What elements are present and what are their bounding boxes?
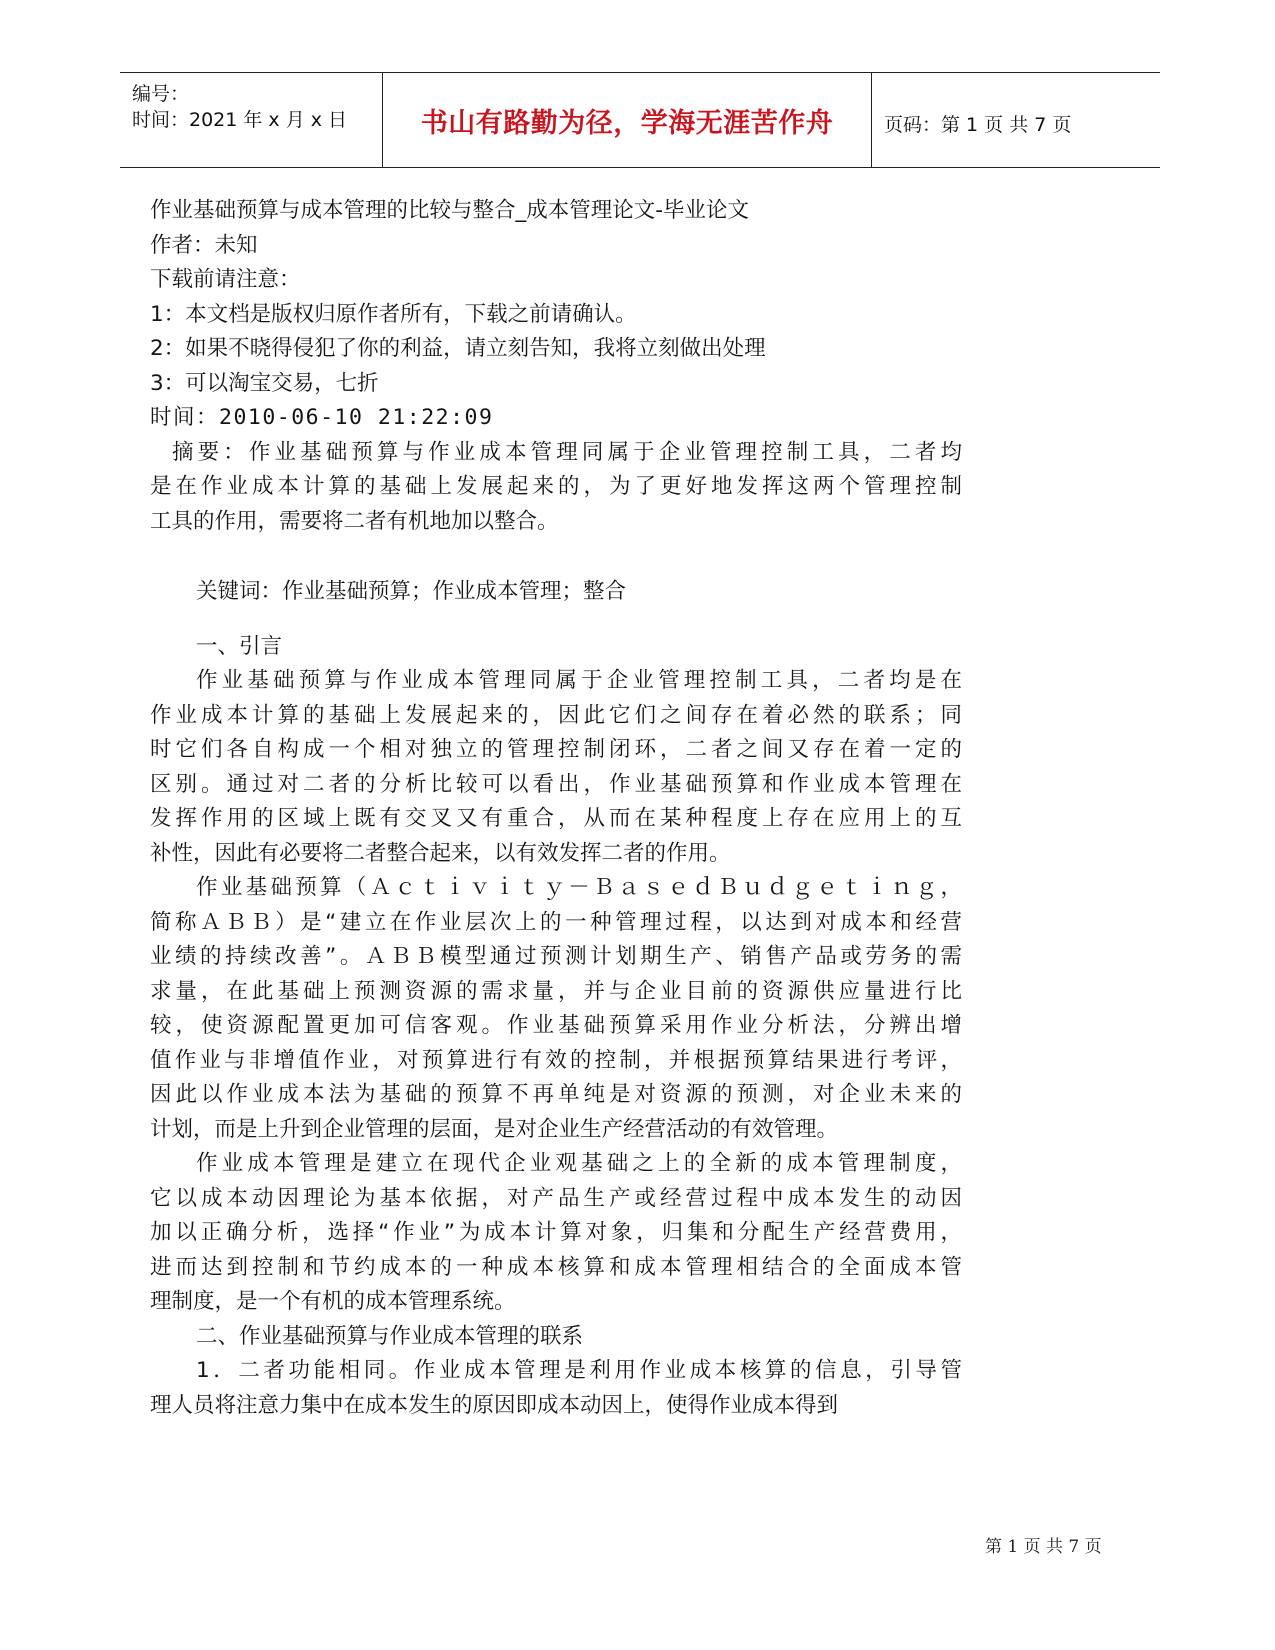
paragraph-line: 作业成本计算的基础上发展起来的，因此它们之间存在着必然的联系；同 (150, 702, 962, 728)
paragraph-line: 作业基础预算（Ａｃｔｉｖｉｔｙ－ＢａｓｅｄＢｕｄｇｅｔｉｎｇ， (196, 875, 962, 900)
document-timestamp: 时间：2010-06-10 21:22:09 (150, 405, 494, 430)
header-page-cell (872, 73, 1160, 167)
paragraph-line: 理制度，是一个有机的成本管理系统。 (150, 1289, 516, 1314)
paragraph-line: 进而达到控制和节约成本的一种成本核算和成本管理相结合的全面成本管 (150, 1254, 962, 1280)
paragraph-line: 补性，因此有必要将二者整合起来，以有效发挥二者的作用。 (150, 840, 731, 866)
header-table (120, 72, 1160, 168)
paragraph-line: 时它们各自构成一个相对独立的管理控制闭环，二者之间又存在着一定的 (150, 737, 962, 762)
paragraph-line: 业绩的持续改善”。ＡＢＢ模型通过预测计划期生产、销售产品或劳务的需 (150, 944, 962, 969)
header-info-cell (120, 73, 382, 167)
paragraph-line: 作业成本管理是建立在现代企业观基础之上的全新的成本管理制度， (196, 1151, 962, 1176)
section-heading: 一、引言 (196, 633, 283, 659)
paragraph-line: 值作业与非增值作业，对预算进行有效的控制，并根据预算结果进行考评， (150, 1047, 962, 1073)
header-page-number: 页码：第 1 页 共 7 页 (884, 114, 1072, 136)
paragraph-line: 1．二者功能相同。作业成本管理是利用作业成本核算的信息，引导管 (196, 1358, 962, 1383)
abstract-line: 摘要：作业基础预算与作业成本管理同属于企业管理控制工具，二者均 (172, 439, 962, 465)
paragraph-line: 它以成本动因理论为基本依据，对产品生产或经营过程中成本发生的动因 (150, 1185, 962, 1211)
notice-heading: 下载前请注意： (150, 267, 301, 292)
document-title: 作业基础预算与成本管理的比较与整合_成本管理论文-毕业论文 (150, 198, 750, 223)
document-author: 作者：未知 (150, 232, 258, 258)
paragraph-line: 加以正确分析，选择“作业”为成本计算对象，归集和分配生产经营费用， (150, 1220, 962, 1245)
document-date-label: 时间：2021 年 x 月 x 日 (132, 109, 348, 131)
header-motto-cell (382, 73, 872, 167)
document-body (150, 194, 962, 1423)
document-number-label: 编号： (132, 83, 190, 105)
paragraph-line: 计划，而是上升到企业管理的层面，是对企业生产经营活动的有效管理。 (150, 1116, 839, 1142)
paragraph-line: 求量，在此基础上预测资源的需求量，并与企业目前的资源供应量进行比 (150, 978, 962, 1004)
paragraph-line: 发挥作用的区域上既有交叉又有重合，从而在某种程度上存在应用上的互 (150, 806, 962, 831)
abstract-line: 工具的作用，需要将二者有机地加以整合。 (150, 508, 559, 534)
paragraph-line: 简称ＡＢＢ）是“建立在作业层次上的一种管理过程，以达到对成本和经营 (150, 909, 962, 935)
notice-item: 2：如果不晓得侵犯了你的利益，请立刻告知，我将立刻做出处理 (150, 336, 766, 361)
paragraph-line: 作业基础预算与作业成本管理同属于企业管理控制工具，二者均是在 (196, 668, 962, 693)
paragraph-line: 区别。通过对二者的分析比较可以看出，作业基础预算和作业成本管理在 (150, 771, 962, 797)
keywords: 关键词：作业基础预算；作业成本管理；整合 (196, 579, 627, 604)
footer-page-number: 第 1 页 共 7 页 (985, 1537, 1102, 1557)
section-heading: 二、作业基础预算与作业成本管理的联系 (196, 1323, 584, 1349)
paragraph-line: 因此以作业成本法为基础的预算不再单纯是对资源的预测，对企业未来的 (150, 1082, 962, 1107)
abstract-line: 是在作业成本计算的基础上发展起来的，为了更好地发挥这两个管理控制 (150, 474, 962, 499)
header-motto: 书山有路勤为径，学海无涯苦作舟 (420, 108, 834, 139)
paragraph-line: 理人员将注意力集中在成本发生的原因即成本动因上，使得作业成本得到 (150, 1392, 839, 1418)
notice-item: 3：可以淘宝交易，七折 (150, 370, 379, 396)
paragraph-line: 较，使资源配置更加可信客观。作业基础预算采用作业分析法，分辨出增 (150, 1013, 962, 1038)
notice-item: 1：本文档是版权归原作者所有，下载之前请确认。 (150, 301, 637, 327)
